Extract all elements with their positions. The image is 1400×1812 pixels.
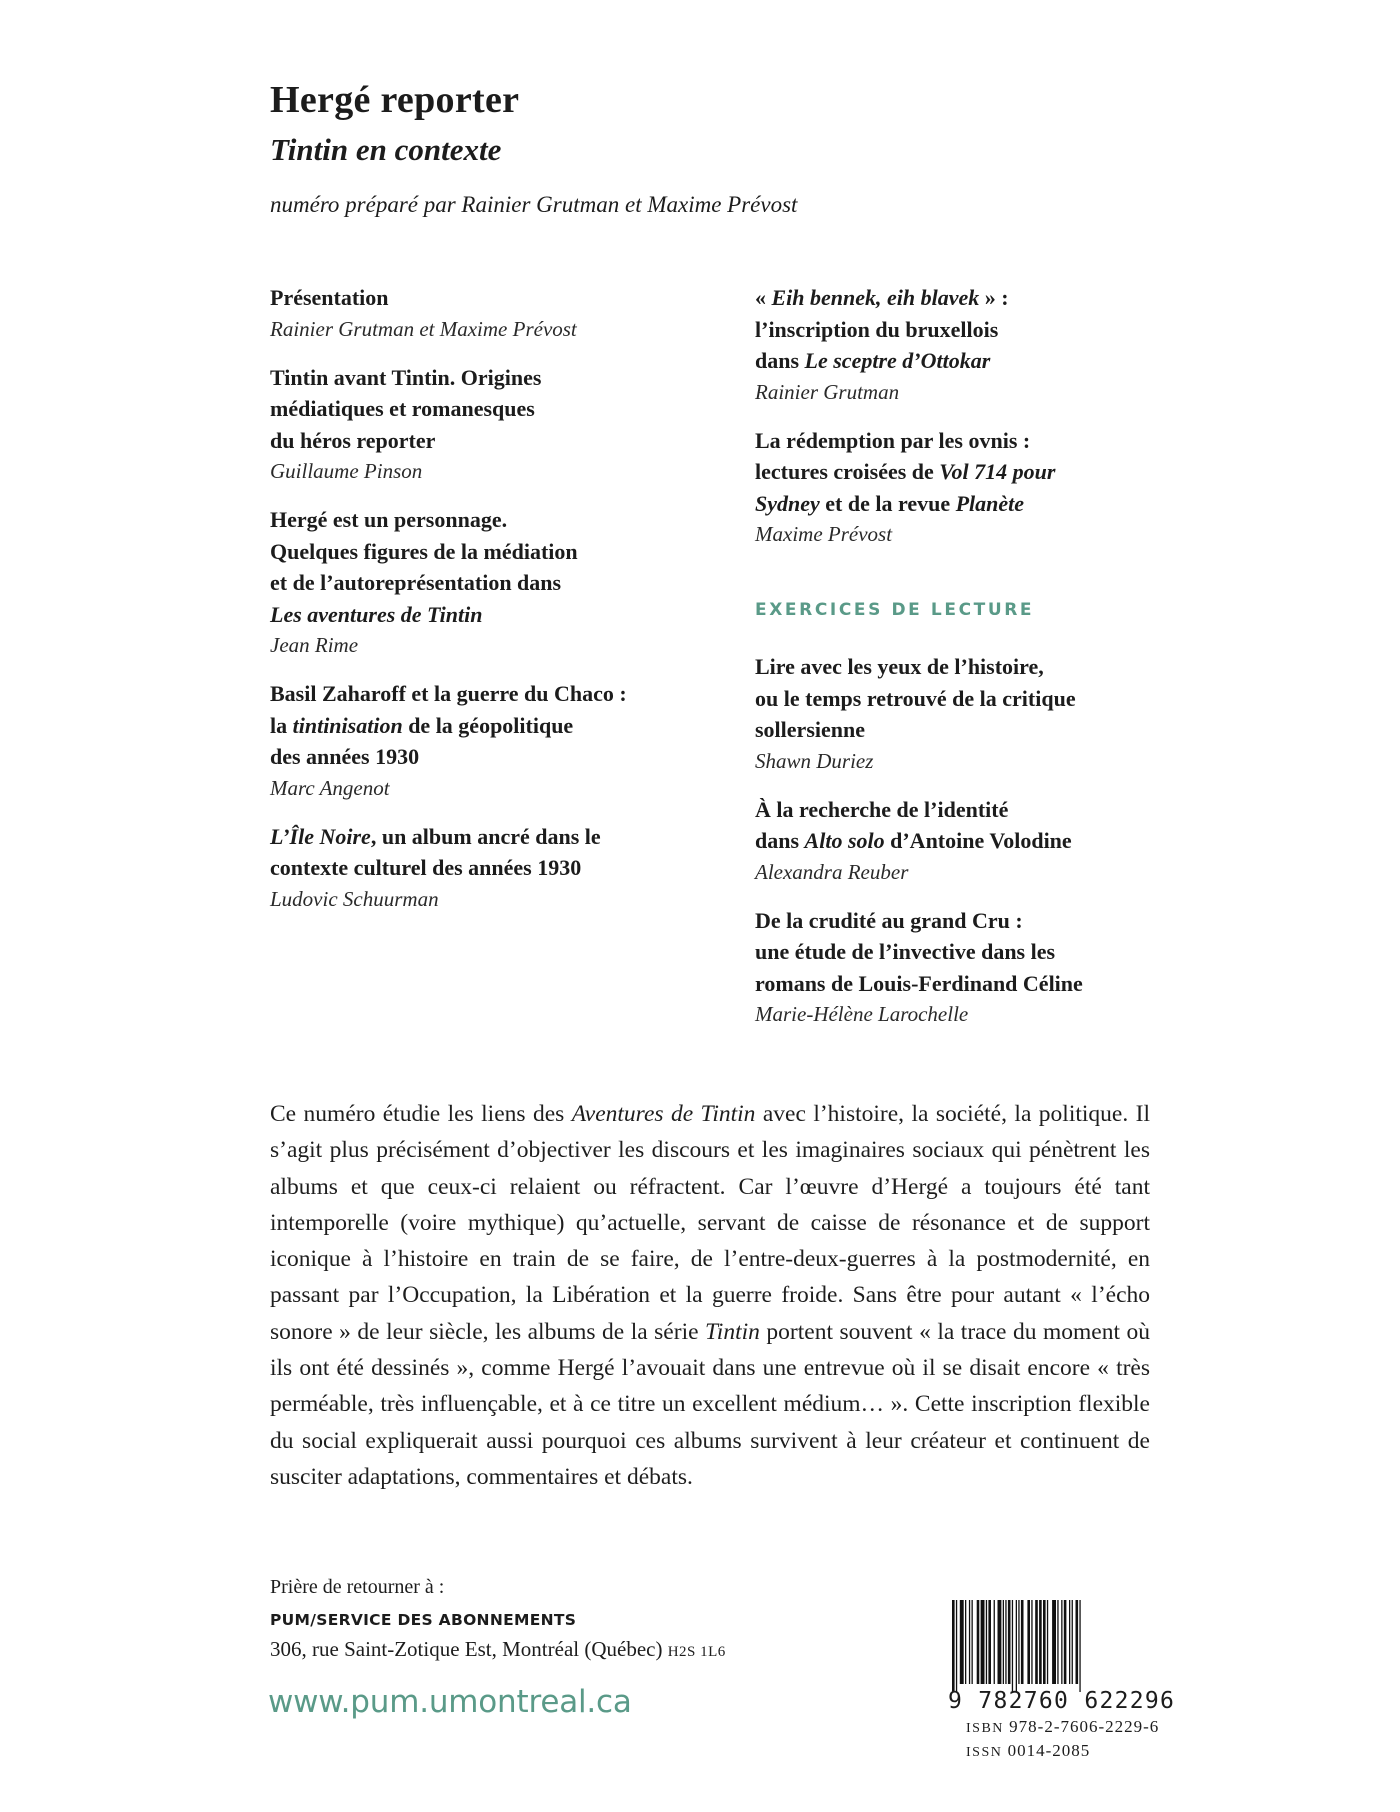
- page-subtitle: Tintin en contexte: [270, 132, 502, 167]
- subscription-service: PUM/SERVICE DES ABONNEMENTS: [270, 1611, 577, 1629]
- toc-entry-title: Présentation: [270, 285, 389, 310]
- toc-entry-author: Maxime Prévost: [755, 522, 893, 546]
- toc-entry-title: La rédemption par les ovnis : lectures croisées de Vol 714 pour Sydney et de la revue Planète: [755, 427, 1056, 516]
- toc-entry: [755, 425, 1195, 550]
- toc-entry: [270, 821, 710, 914]
- toc-section-entries: [755, 651, 1195, 1029]
- toc-entry-author: Rainier Grutman et Maxime Prévost: [270, 316, 577, 341]
- abstract-paragraph: Ce numéro étudie les liens des Aventures de Tintin avec l’histoire, la société, la politique. Il s’agit plus précisément d’objectiver les discours et les imaginaires sociaux qui pénètrent les albums et que ceux-ci relaient ou réfractent. Car l’œuvre d’Hergé a toujours été tant intemporelle (voire mythique) qu’actuelle, servant de caisse de résonance et de support iconique à l’histoire en train de se faire, de l’entre-deux-guerres à la postmodernité, en passant par l’Occupation, la Libération et la guerre froide. Sans être pour autant « l’écho sonore » de leur siècle, les albums de la série Tintin portent souvent « la trace du moment où ils ont été dessinés », comme Hergé l’avouait dans une entrevue où il se disait encore « très perméable, très influençable, et à ce titre un excellent médium… ». Cette inscription flexible du social expliquerait aussi pourquoi ces albums survivent à leur créateur et continuent de susciter adaptations, commentaires et débats.: [270, 1101, 1151, 1490]
- toc-entry-title: L’Île Noire, un album ancré dans le contexte culturel des années 1930: [270, 823, 601, 880]
- toc-entry-title: Tintin avant Tintin. Origines médiatiques et romanesques du héros reporter: [270, 364, 542, 453]
- toc-entry-author: Alexandra Reuber: [755, 859, 909, 884]
- toc-entry-author: Marie-Hélène Larochelle: [755, 1002, 969, 1026]
- toc-right-entries: [755, 282, 1195, 549]
- toc-entry: [270, 504, 710, 660]
- website-link[interactable]: www.pum.umontreal.ca: [268, 1684, 632, 1720]
- toc-entry-author: Marc Angenot: [270, 775, 390, 800]
- toc-entry-title: Basil Zaharoff et la guerre du Chaco : la tintinisation de la géopolitique des années 1930: [270, 681, 627, 769]
- postal-code: H2S 1L6: [667, 1644, 726, 1660]
- toc-entry-author: Rainier Grutman: [755, 379, 900, 404]
- toc-entry: [755, 905, 1195, 1030]
- issue-editors: numéro préparé par Rainier Grutman et Maxime Prévost: [270, 192, 798, 217]
- toc-entry-title: Lire avec les yeux de l’histoire, ou le temps retrouvé de la critique sollersienne: [755, 654, 1076, 742]
- toc-entry: [270, 678, 710, 803]
- toc-right-column: [755, 282, 1195, 1047]
- toc-entry-title: « Eih bennek, eih blavek » : l’inscription du bruxellois dans Le sceptre d’Ottokar: [755, 285, 1009, 373]
- toc-entry-title: De la crudité au grand Cru : une étude de l’invective dans les romans de Louis-Ferdinand Céline: [755, 907, 1083, 996]
- isbn-value: 978-2-7606-2229-6: [1009, 1717, 1160, 1736]
- section-heading-exercices: EXERCICES DE LECTURE: [755, 600, 1035, 620]
- toc-entry: [755, 282, 1195, 407]
- address-street: 306, rue Saint-Zotique Est, Montréal (Québec): [270, 1637, 668, 1661]
- toc-entry-title: Hergé est un personnage. Quelques figures de la médiation et de l’autoreprésentation dans Les aventures de Tintin: [270, 507, 578, 627]
- postal-address: [270, 1635, 726, 1666]
- toc-entry-author: Ludovic Schuurman: [270, 886, 439, 911]
- return-label: Prière de retourner à :: [270, 1576, 445, 1598]
- issn-label: ISSN: [966, 1745, 1003, 1760]
- barcode-digits: 9 782760 622296: [948, 1688, 1176, 1714]
- toc-entry-author: Shawn Duriez: [755, 748, 874, 773]
- toc-entry: [755, 794, 1195, 887]
- issn-value: 0014-2085: [1007, 1741, 1091, 1760]
- toc-entry-title: À la recherche de l’identité dans Alto solo d’Antoine Volodine: [755, 796, 1072, 853]
- toc-entry: [270, 282, 710, 344]
- toc-entry: [755, 651, 1195, 776]
- isbn: [966, 1716, 1159, 1740]
- isbn-label: ISBN: [966, 1721, 1004, 1736]
- toc-entry-author: Jean Rime: [270, 633, 359, 657]
- toc-entry-author: Guillaume Pinson: [270, 459, 423, 483]
- issn: [966, 1740, 1090, 1764]
- page-title: Hergé reporter: [270, 79, 520, 121]
- toc-left-column: [270, 282, 710, 932]
- toc-entry: [270, 362, 710, 487]
